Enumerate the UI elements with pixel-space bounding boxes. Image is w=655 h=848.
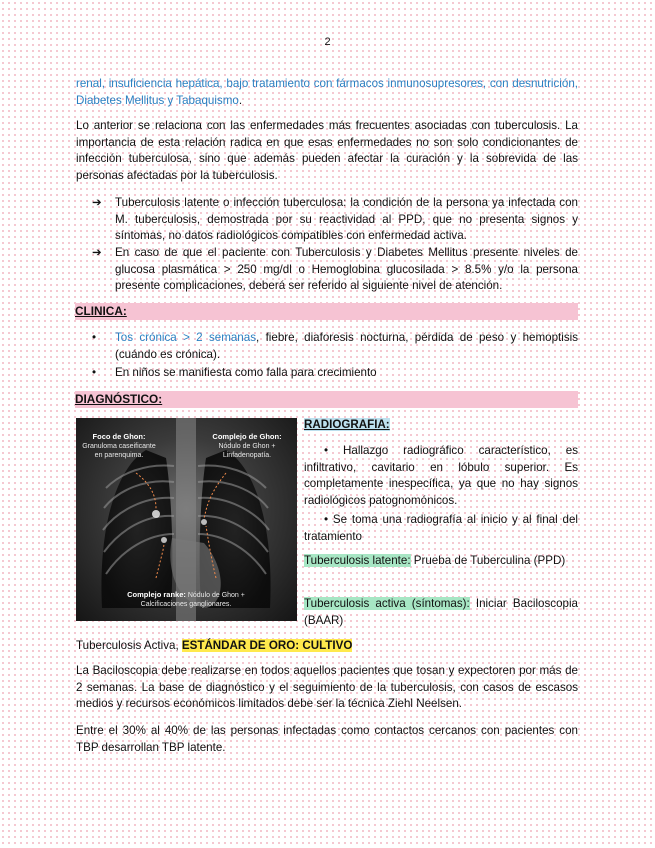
diagnostico-heading: DIAGNÓSTICO: bbox=[75, 391, 578, 408]
bullet-icon: • bbox=[324, 513, 329, 526]
bullet-icon: • bbox=[92, 331, 97, 344]
contacts-paragraph: Entre el 30% al 40% de las personas infectadas como contactos cercanos con pacientes con TBP desarrollan TBP latente. bbox=[76, 724, 578, 754]
relation-paragraph: Lo anterior se relaciona con las enfermedades más frecuentes asociadas con tuberculosis. La importancia de esta relación radica en que esas enfermedades no son solo condicionantes de infección tuberculosa, sino que además pueden afectar la curación y la sobrevida de las personas afectadas por la tuberculosis. bbox=[76, 119, 578, 182]
gold-standard-line: Tuberculosis Activa, ESTÁNDAR DE ORO: CULTIVO bbox=[76, 639, 353, 652]
clinica-item-cough: • Tos crónica > 2 semanas, fiebre, diaforesis nocturna, pérdida de peso y hemoptisis (cuándo es crónica). bbox=[92, 331, 578, 361]
arrow-icon: ➔ bbox=[92, 246, 102, 259]
baciloscopia-paragraph: La Baciloscopia debe realizarse en todos aquellos pacientes que tosan y expectoren por más de 2 semanas. La base de diagnóstico y el seguimiento de la tuberculosis, con casos de escasos medios y recursos económicos limitados debe ser la técnica Ziehl Neelsen. bbox=[76, 664, 578, 711]
clinica-item-children: • En niños se manifiesta como falla para crecimiento bbox=[90, 365, 578, 382]
intro-risk-factors: renal, insuficiencia hepática, bajo tratamiento con fármacos inmunosupresores, con desnutrición, Diabetes Mellitus y Tabaquismo bbox=[76, 77, 578, 107]
xray-caption-ghon-focus: Foco de Ghon: Granuloma caseificante en parenquima. bbox=[82, 432, 156, 459]
arrow-item-referral: ➔ En caso de que el paciente con Tuberculosis y Diabetes Mellitus presente niveles de glucosa plasmática > 250 mg/dl o Hemoglobina glucosilada > 8.5% y/o la persona presente complicaciones, deberá ser referido al siguiente nivel de atención. bbox=[92, 246, 578, 293]
radiografia-item-finding: • Hallazgo radiográfico característico, es infiltrativo, cavitario en lóbulo superior. Es completamente inespecífica, ya que no hay signos radiológicos patognomónicos. bbox=[304, 444, 578, 507]
chest-xray-image bbox=[76, 418, 297, 621]
arrow-icon: ➔ bbox=[92, 196, 102, 209]
active-tb-test: Tuberculosis activa (síntomas): Iniciar Baciloscopia (BAAR) bbox=[304, 597, 578, 627]
clinica-heading: CLINICA: bbox=[75, 303, 578, 320]
bullet-icon: • bbox=[324, 444, 329, 457]
arrow-item-latent: ➔ Tuberculosis latente o infección tuberculosa: la condición de la persona ya infectada con M. tuberculosis, demostrada por su reactividad al PPD, que no presenta signos y síntomas, no datos radiológicos compatibles con enfermedad activa. bbox=[92, 196, 578, 243]
intro-paragraph: renal, insuficiencia hepática, bajo tratamiento con fármacos inmunosupresores, con desnutrición, Diabetes Mellitus y Tabaquismo. bbox=[76, 77, 578, 107]
bullet-icon: • bbox=[92, 366, 97, 379]
page-number: 2 bbox=[324, 36, 331, 48]
radiografia-item-timing: • Se toma una radiografía al inicio y al final del tratamiento bbox=[304, 513, 578, 543]
xray-caption-ghon-complex: Complejo de Ghon: Nódulo de Ghon + Linfadenopatía. bbox=[212, 432, 282, 459]
xray-caption-ranke-complex: Complejo ranke: Nódulo de Ghon + Calcificaciones ganglionares. bbox=[127, 590, 245, 608]
latent-tb-test: Tuberculosis latente: Prueba de Tuberculina (PPD) bbox=[304, 554, 566, 567]
radiografia-heading: RADIOGRAFIA: bbox=[304, 418, 390, 431]
gold-standard-highlight: ESTÁNDAR DE ORO: CULTIVO bbox=[181, 639, 353, 652]
